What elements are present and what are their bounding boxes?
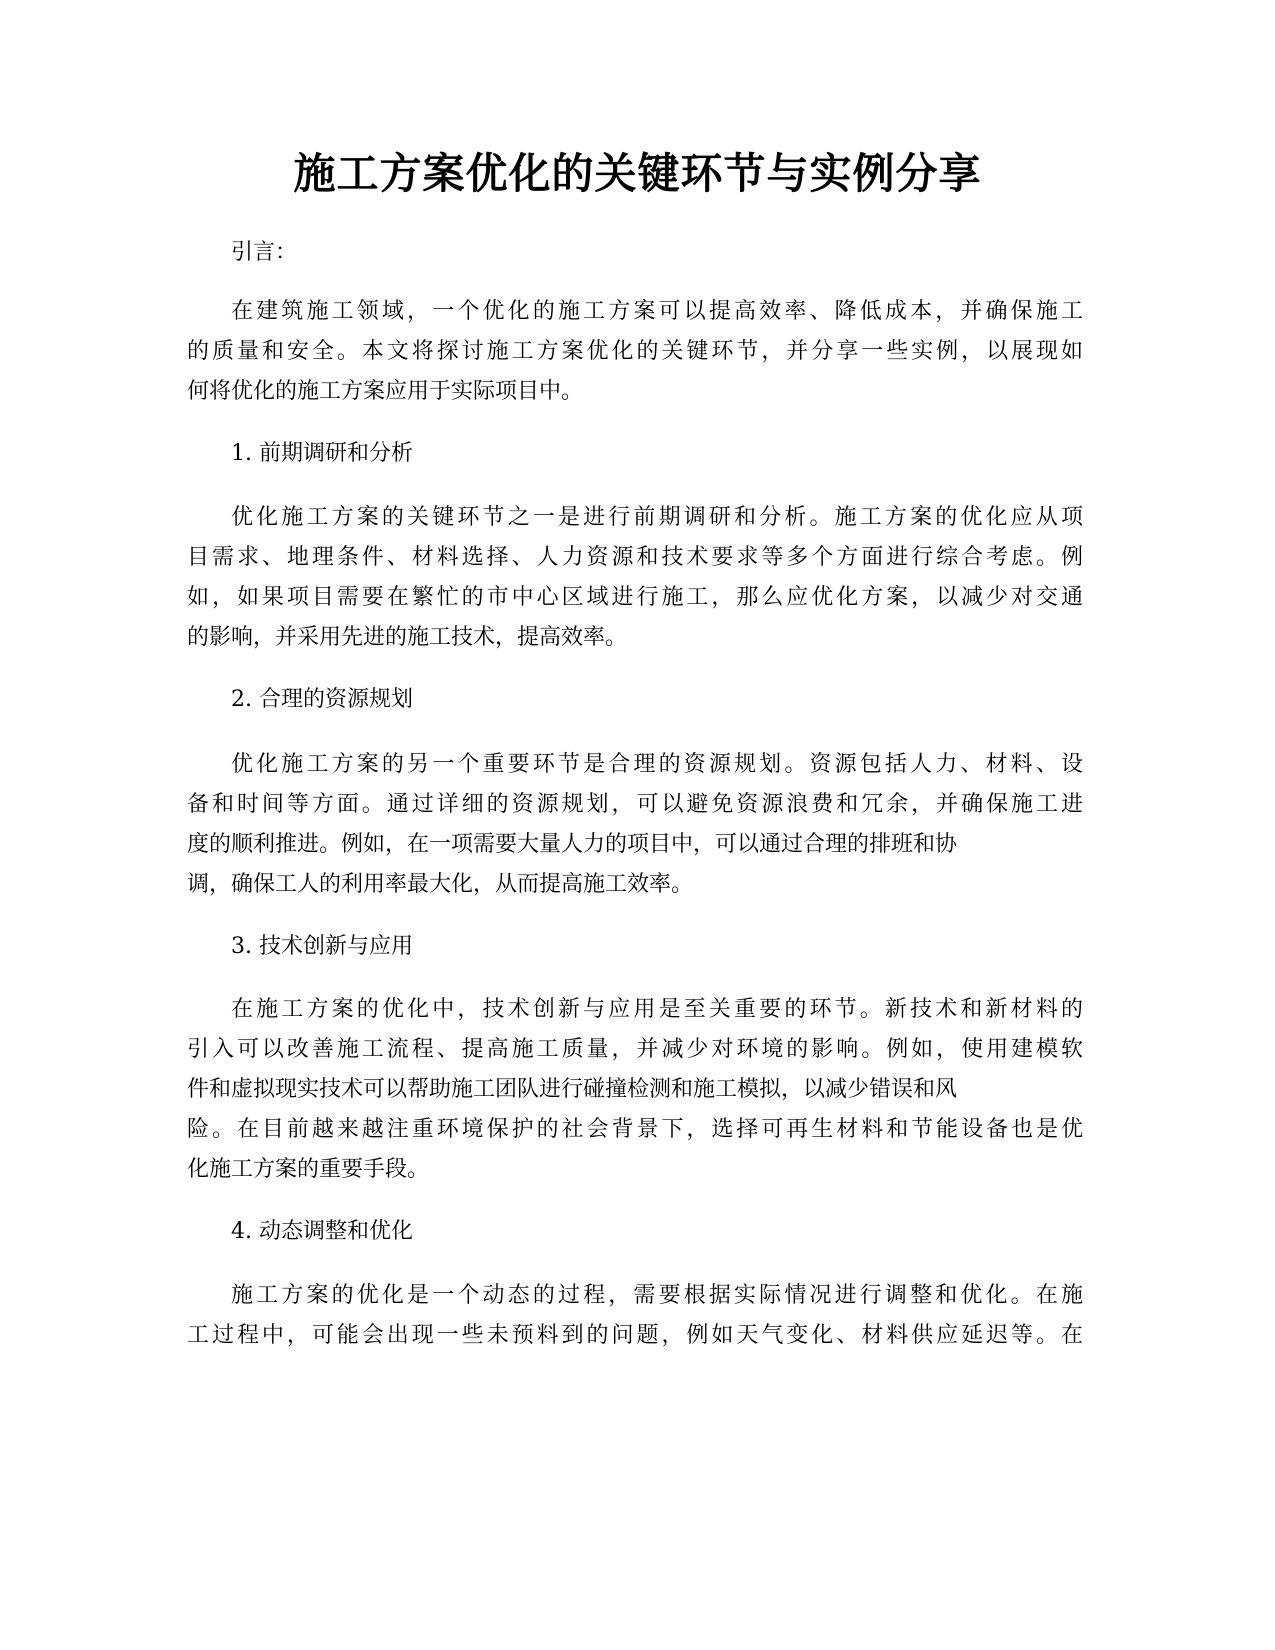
paragraph-line: 施工方案的优化是一个动态的过程，需要根据实际情况进行调整和优化。在施 (231, 1283, 1083, 1308)
section-heading-2 (187, 680, 1127, 720)
paragraph-line: 险。在目前越来越注重环境保护的社会背景下，选择可再生材料和节能设备也是优 (187, 1117, 1083, 1142)
section-heading-text: 3. 技术创新与应用 (231, 934, 413, 959)
section-paragraph-3 (187, 990, 1083, 1190)
section-heading-3 (187, 927, 1127, 967)
paragraph-line: 目需求、地理条件、材料选择、人力资源和技术要求等多个方面进行综合考虑。例 (187, 545, 1083, 570)
intro-paragraph (187, 292, 1083, 412)
paragraph-line: 在施工方案的优化中，技术创新与应用是至关重要的环节。新技术和新材料的 (231, 997, 1083, 1022)
paragraph-line: 度的顺利推进。例如，在一项需要大量人力的项目中，可以通过合理的排班和协 (187, 832, 958, 857)
document-title: 施工方案优化的关键环节与实例分享 (293, 149, 982, 198)
paragraph-line: 优化施工方案的关键环节之一是进行前期调研和分析。施工方案的优化应从项 (231, 505, 1083, 530)
paragraph-line: 如，如果项目需要在繁忙的市中心区域进行施工，那么应优化方案，以减少对交通 (187, 585, 1083, 610)
section-paragraph-2 (187, 745, 1083, 905)
paragraph-line: 优化施工方案的另一个重要环节是合理的资源规划。资源包括人力、材料、设 (231, 752, 1083, 777)
paragraph-line: 的质量和安全。本文将探讨施工方案优化的关键环节，并分享一些实例，以展现如 (187, 339, 1083, 364)
paragraph-line: 备和时间等方面。通过详细的资源规划，可以避免资源浪费和冗余，并确保施工进 (187, 792, 1083, 817)
section-paragraph-4 (187, 1276, 1083, 1356)
section-heading-text: 4. 动态调整和优化 (231, 1219, 413, 1244)
paragraph-line: 化施工方案的重要手段。 (187, 1157, 430, 1182)
paragraph-line: 工过程中，可能会出现一些未预料到的问题，例如天气变化、材料供应延迟等。在 (187, 1323, 1083, 1348)
paragraph-line: 在建筑施工领域，一个优化的施工方案可以提高效率、降低成本，并确保施工 (231, 299, 1083, 324)
section-heading-4 (187, 1212, 1127, 1252)
intro-label (187, 233, 1127, 273)
section-paragraph-1 (187, 498, 1083, 658)
paragraph-line: 何将优化的施工方案应用于实际项目中。 (187, 379, 584, 404)
paragraph-line: 件和虚拟现实技术可以帮助施工团队进行碰撞检测和施工模拟，以减少错误和风 (187, 1077, 958, 1102)
section-heading-text: 1. 前期调研和分析 (231, 441, 413, 466)
section-heading-text: 2. 合理的资源规划 (231, 687, 413, 712)
paragraph-line: 引入可以改善施工流程、提高施工质量，并减少对环境的影响。例如，使用建模软 (187, 1037, 1083, 1062)
section-heading-1 (187, 434, 1127, 474)
intro-label-text: 引言： (231, 240, 298, 265)
paragraph-line: 调，确保工人的利用率最大化，从而提高施工效率。 (187, 872, 694, 897)
paragraph-line: 的影响，并采用先进的施工技术，提高效率。 (187, 625, 628, 650)
